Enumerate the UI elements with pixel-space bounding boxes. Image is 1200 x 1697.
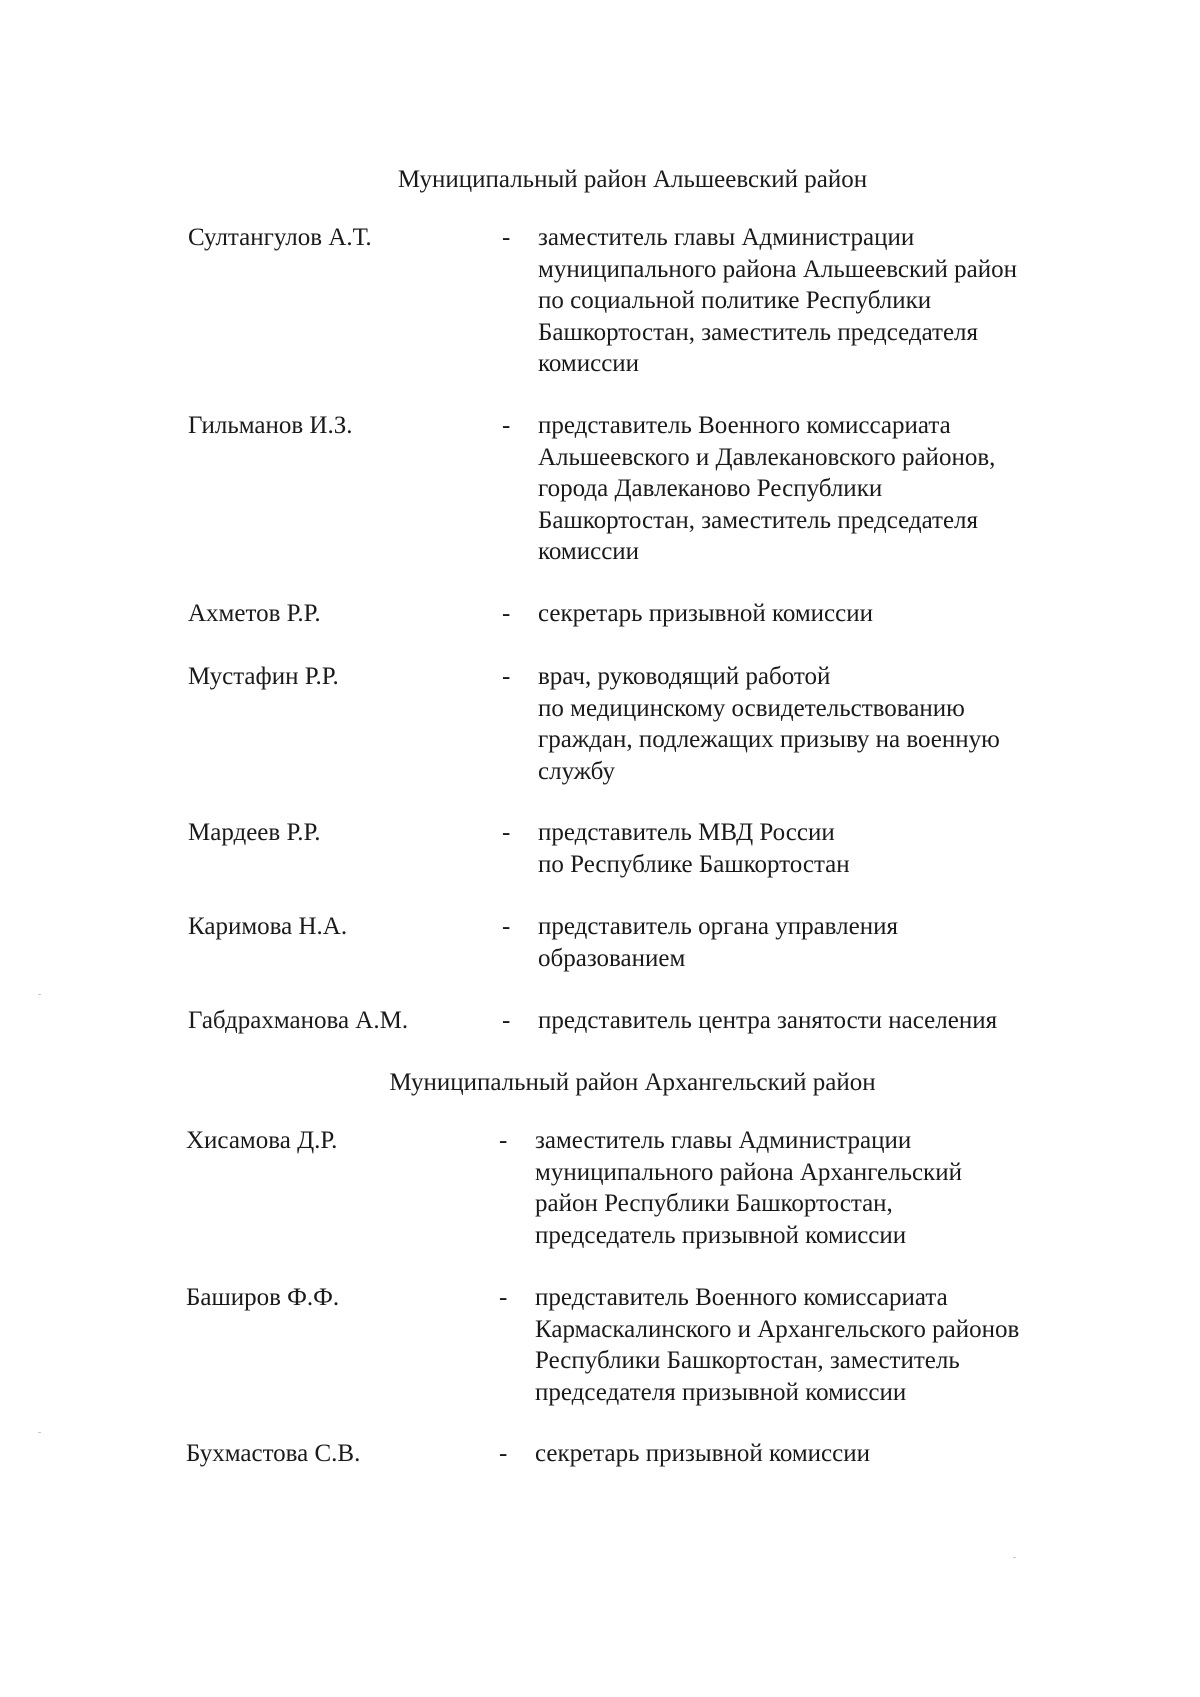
- scan-speck: [1013, 1557, 1016, 1558]
- member-role: [538, 817, 1098, 880]
- member-role: [535, 1282, 1095, 1408]
- member-role-line: Башкортостан, заместитель председателя: [538, 506, 979, 534]
- member-role: [535, 1438, 1095, 1470]
- member-name: Гильманов И.З.: [188, 412, 353, 439]
- member-dash: -: [502, 663, 511, 690]
- member-dash: -: [502, 913, 511, 940]
- member-role-line: секретарь призывной комиссии: [538, 600, 874, 627]
- member-dash: -: [502, 224, 511, 251]
- member-name: Габдрахманова А.М.: [188, 1007, 409, 1034]
- member-role-line: представитель Военного комиссариата: [535, 1284, 948, 1311]
- member-role: [538, 598, 1098, 630]
- member-role-line: службу: [538, 757, 615, 785]
- member-name: Ахметов Р.Р.: [188, 600, 321, 627]
- member-name: Каримова Н.А.: [188, 913, 348, 940]
- member-dash: -: [499, 1127, 508, 1154]
- member-role-line: Кармаскалинского и Архангельского районов: [535, 1315, 1020, 1343]
- member-role-line: представитель органа управления: [538, 913, 898, 940]
- member-name: Мардеев Р.Р.: [188, 819, 321, 846]
- member-role: [535, 1125, 1095, 1251]
- member-role: [538, 1005, 1098, 1037]
- member-role: [538, 410, 1098, 568]
- member-role-line: Республики Башкортостан, заместитель: [535, 1347, 960, 1374]
- scan-speck: [38, 1432, 41, 1433]
- member-role-line: председателя призывной комиссии: [535, 1378, 907, 1406]
- member-role-line: представитель МВД России: [538, 819, 835, 846]
- member-role: [538, 661, 1098, 787]
- member-role-line: комиссии: [538, 538, 640, 565]
- member-role: [538, 911, 1098, 974]
- member-role-line: по медицинскому освидетельствованию: [538, 694, 965, 722]
- member-role-line: врач, руководящий работой: [538, 663, 831, 690]
- member-role-line: граждан, подлежащих призыву на военную: [538, 726, 1000, 753]
- member-role-line: муниципального района Архангельский: [535, 1158, 962, 1186]
- member-name: Султангулов А.Т.: [188, 224, 372, 251]
- member-dash: -: [502, 412, 511, 439]
- scan-speck: [38, 994, 41, 995]
- member-name: Мустафин Р.Р.: [188, 663, 339, 690]
- member-role-line: район Республики Башкортостан,: [535, 1190, 893, 1217]
- member-dash: -: [502, 1007, 511, 1034]
- member-dash: -: [499, 1284, 508, 1311]
- member-role-line: председатель призывной комиссии: [535, 1221, 907, 1249]
- member-name: Баширов Ф.Ф.: [186, 1284, 340, 1311]
- member-role-line: города Давлеканово Республики: [538, 475, 883, 502]
- member-role: [538, 222, 1098, 380]
- member-role-line: Башкортостан, заместитель председателя: [538, 318, 979, 346]
- member-role-line: секретарь призывной комиссии: [535, 1440, 871, 1467]
- section-title-arkhangelsky: Муниципальный район Архангельский район: [389, 1069, 876, 1096]
- member-name: Хисамова Д.Р.: [186, 1127, 338, 1154]
- member-role-line: по социальной политике Республики: [538, 287, 932, 314]
- member-role-line: представитель Военного комиссариата: [538, 412, 951, 439]
- member-role-line: по Республике Башкортостан: [538, 850, 850, 878]
- member-role-line: муниципального района Альшеевский район: [538, 255, 1018, 283]
- member-role-line: заместитель главы Администрации: [535, 1127, 912, 1154]
- member-dash: -: [499, 1440, 508, 1467]
- member-role-line: Альшеевского и Давлекановского районов,: [538, 443, 996, 471]
- member-role-line: представитель центра занятости населения: [538, 1007, 998, 1034]
- section-title-alsheevsky: Муниципальный район Альшеевский район: [397, 166, 868, 193]
- member-role-line: комиссии: [538, 350, 640, 377]
- member-role-line: заместитель главы Администрации: [538, 224, 915, 251]
- member-role-line: образованием: [538, 944, 686, 972]
- member-dash: -: [502, 600, 511, 627]
- member-name: Бухмастова С.В.: [186, 1440, 361, 1467]
- member-dash: -: [502, 819, 511, 846]
